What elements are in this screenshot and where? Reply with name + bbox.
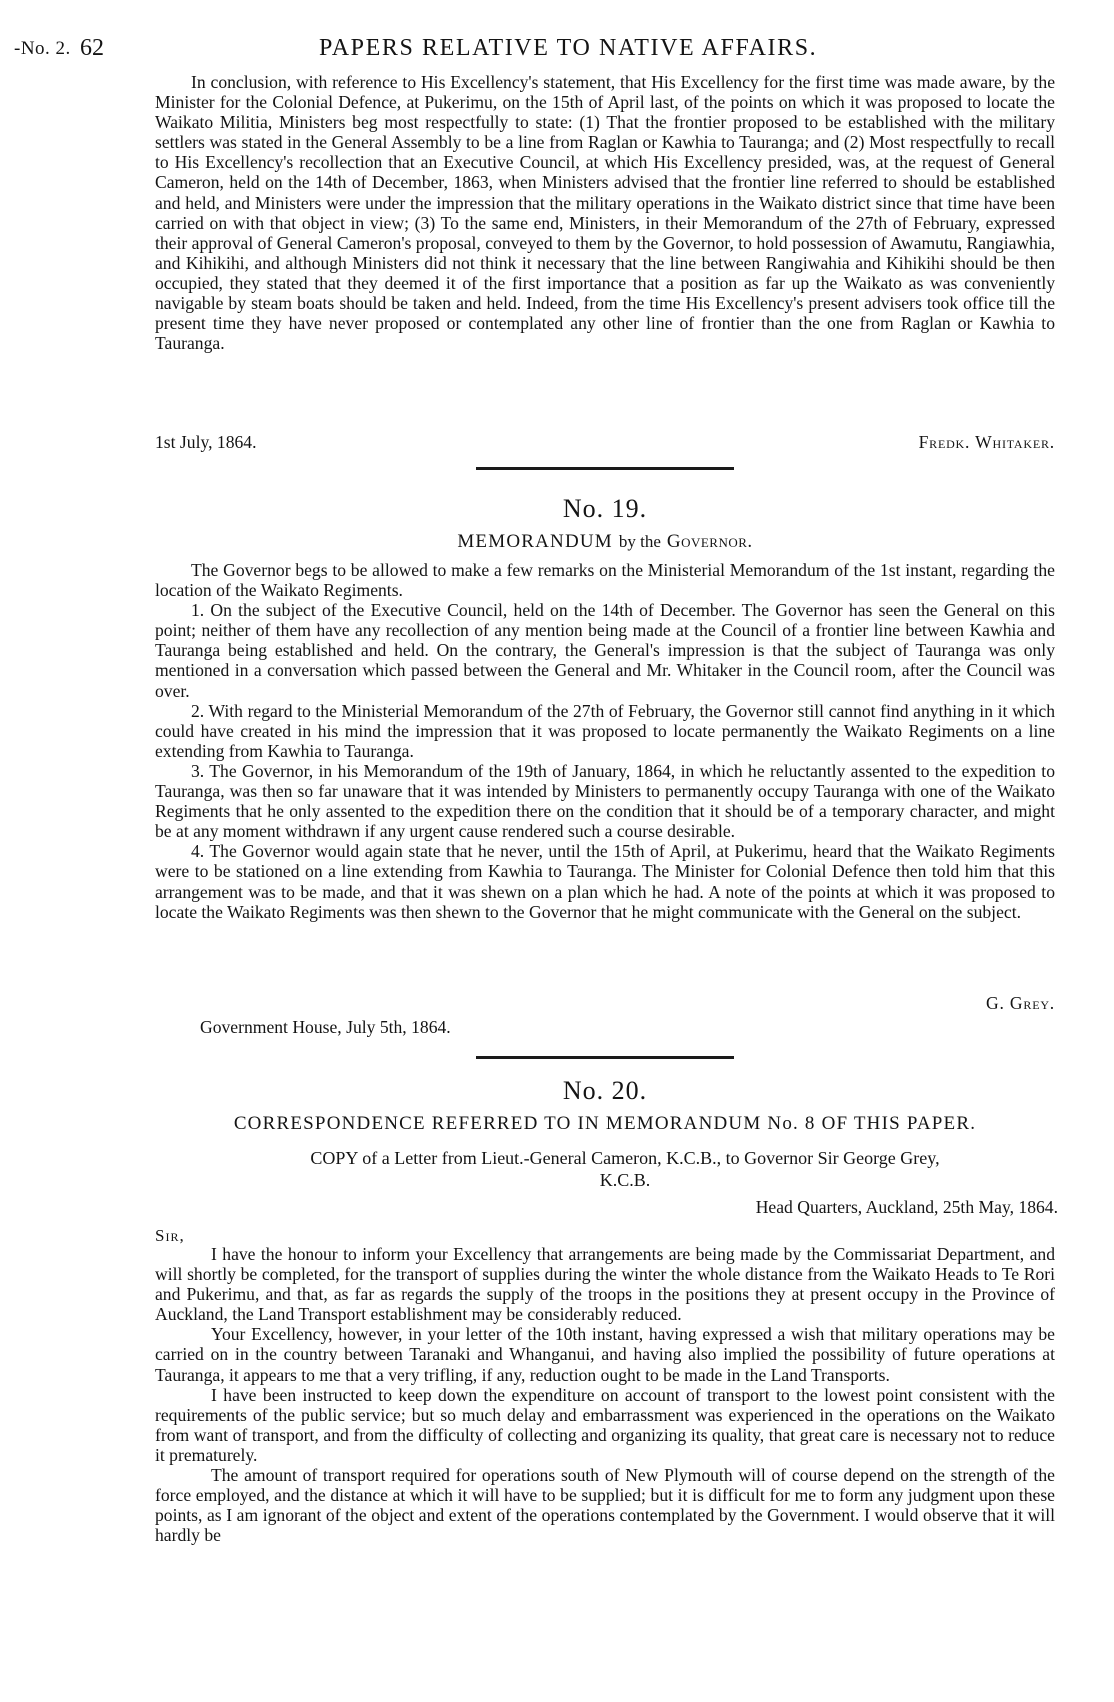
section-divider [476,1056,734,1059]
doc-19-signature: G. Grey. [985,993,1055,1013]
conclusion-section [155,72,1055,353]
doc-20-body [155,1244,1055,1545]
page-number: 62 [80,35,104,61]
conclusion-signoff [155,432,1055,454]
doc-19-heading-tail: Governor. [666,531,753,552]
doc-19-paragraph: 4. The Governor would again state that he never, until the 15th of April, at Pukerimu, heard that the Waikato Regiments were to be stationed on a line extending from Kawhia to Tauranga. The Minister for Colonial Defence then told him that this arrangement was to be made, and that it was shewn on a plan which he had. A note of the points at which it was proposed to locate the Waikato Regiments was then shewn to the Governor that he might communicate with the General on the subject. [155,841,1055,922]
doc-19-place-date: Government House, July 5th, 1864. [200,1017,451,1037]
doc-19-body [155,560,1055,922]
conclusion-paragraph: In conclusion, with reference to His Excellency's statement, that His Excellency for the first time was made aware, by the Minister for the Colonial Defence, at Pukerimu, on the 15th of April last, of the points on which it was proposed to locate the Waikato Militia, Ministers beg most respectfully to state: (1) That the frontier proposed to be established with the military settlers was stated in the General Assembly to be a line from Raglan or Kawhia to Tauranga; and (2) Most respectfully to recall to His Excellency's recollection that an Executive Council, at which His Excellency presided, was, at the request of General Cameron, held on the 14th of December, 1863, when Ministers advised that the frontier line referred to should be established and held, and Ministers were under the impression that the military operations in the Waikato district since that time have been carried on with that object in view; (3) To the same end, Ministers, in their Memorandum of the 27th of February, expressed their approval of General Cameron's proposal, conveyed to them by the Governor, to hold possession of Awamutu, Rangiawhia, and Kihikihi, and although Ministers did not think it necessary that the line between Rangiwahia and Kihikihi should be then occupied, they stated that they deemed it of the first importance that a position as far up the Waikato as was conveniently navigable by steam boats should be taken and held. Indeed, from the time His Excellency's present advisers took office till the present time they have never proposed or contemplated any other line of frontier than the one from Raglan or Kawhia to Tauranga. [155,72,1055,354]
doc-19-paragraph: 1. On the subject of the Executive Council, held on the 14th of December. The Governor has seen the General on this point; neither of them have any recollection of any mention being made at the Council of a frontier line between Kawhia and Tauranga being established and held. On the contrary, the General's impression is that the subject of Tauranga was only mentioned in a conversation which passed between the General and Mr. Whitaker in the Council room, after the Council was over. [155,600,1055,701]
conclusion-signature: Fredk. Whitaker. [918,432,1055,452]
conclusion-date: 1st July, 1864. [155,432,257,452]
doc-20-copy-line-1: COPY of a Letter from Lieut.-General Cameron, K.C.B., to Governor Sir George Grey, [310,1148,940,1168]
doc-20-copy-title [190,1147,1060,1191]
doc-20-dateline: Head Quarters, Auckland, 25th May, 1864. [755,1197,1058,1217]
doc-20-copy-line-2: K.C.B. [599,1170,651,1190]
doc-20-paragraph: I have the honour to inform your Excellency that arrangements are being made by the Commissariat Department, and will shortly be completed, for the transport of supplies during the winter the whole distance from the Waikato Heads to Te Rori and Pukerimu, and that, as far as regards the supply of the troops in the positions they at present occupy in the Province of Auckland, the Land Transport establishment may be considerably reduced. [155,1244,1055,1325]
doc-19-heading [155,531,1055,553]
doc-19-paragraph: 2. With regard to the Ministerial Memorandum of the 27th of February, the Governor still cannot find anything in it which could have created in his mind the impression that it was proposed to locate permanently the Waikato Regiments on a line extending from Kawhia to Tauranga. [155,700,1055,761]
doc-20-paragraph: I have been instructed to keep down the expenditure on account of transport to the lowest point consistent with the requirements of the public service; but so much delay and embarrassment was experienced in the operations on the Waikato from want of transport, and from the difficulty of collecting and organizing its quality, that great care is necessary not to reduce it prematurely. [155,1384,1055,1465]
doc-19-number: No. 19. [562,494,648,523]
doc-19-heading-by: by the [618,532,661,551]
doc-19-paragraph: 3. The Governor, in his Memorandum of the 19th of January, 1864, in which he reluctantly assented to the expedition to Tauranga, was then so far unaware that it was intended by Ministers to permanently occupy Tauranga with one of the Waikato Regiments that he only assented to the expedition there on the condition that it should be of a temporary character, and might be at any moment withdrawn if any urgent cause rendered such a course desirable. [155,760,1055,842]
section-divider [476,467,734,470]
doc-20-salutation: Sir, [155,1226,185,1245]
doc-19-paragraph: The Governor begs to be allowed to make a few remarks on the Ministerial Memorandum of the 1st instant, regarding the location of the Waikato Regiments. [155,560,1055,601]
doc-20-paragraph: The amount of transport required for operations south of New Plymouth will of course depend on the strength of the force employed, and the distance at which it will have to be supplied; but it is difficult for me to form any judgment upon these points, as I am ignorant of the object and extent of the operations contemplated by the Government. I would observe that it will hardly be [155,1465,1055,1546]
doc-19-heading-main: MEMORANDUM [457,531,613,552]
doc-20-heading: CORRESPONDENCE REFERRED TO IN MEMORANDUM No. 8 OF THIS PAPER. [233,1113,977,1134]
doc-19-signoff [155,993,1055,1015]
doc-19-place-date-line [200,1017,1100,1039]
doc-20-number: No. 20. [562,1076,648,1105]
paper-number: -No. 2. [14,38,71,59]
doc-20-paragraph: Your Excellency, however, in your letter of the 10th instant, having expressed a wish that military operations may be carried on in the country between Taranaki and Whanganui, and having also implied the possibility of future operations at Tauranga, it appears to me that a very trifling, if any, reduction ought to be made in the Land Transports. [155,1324,1055,1385]
page-header [14,30,1074,64]
running-title: PAPERS RELATIVE TO NATIVE AFFAIRS. [319,35,818,61]
